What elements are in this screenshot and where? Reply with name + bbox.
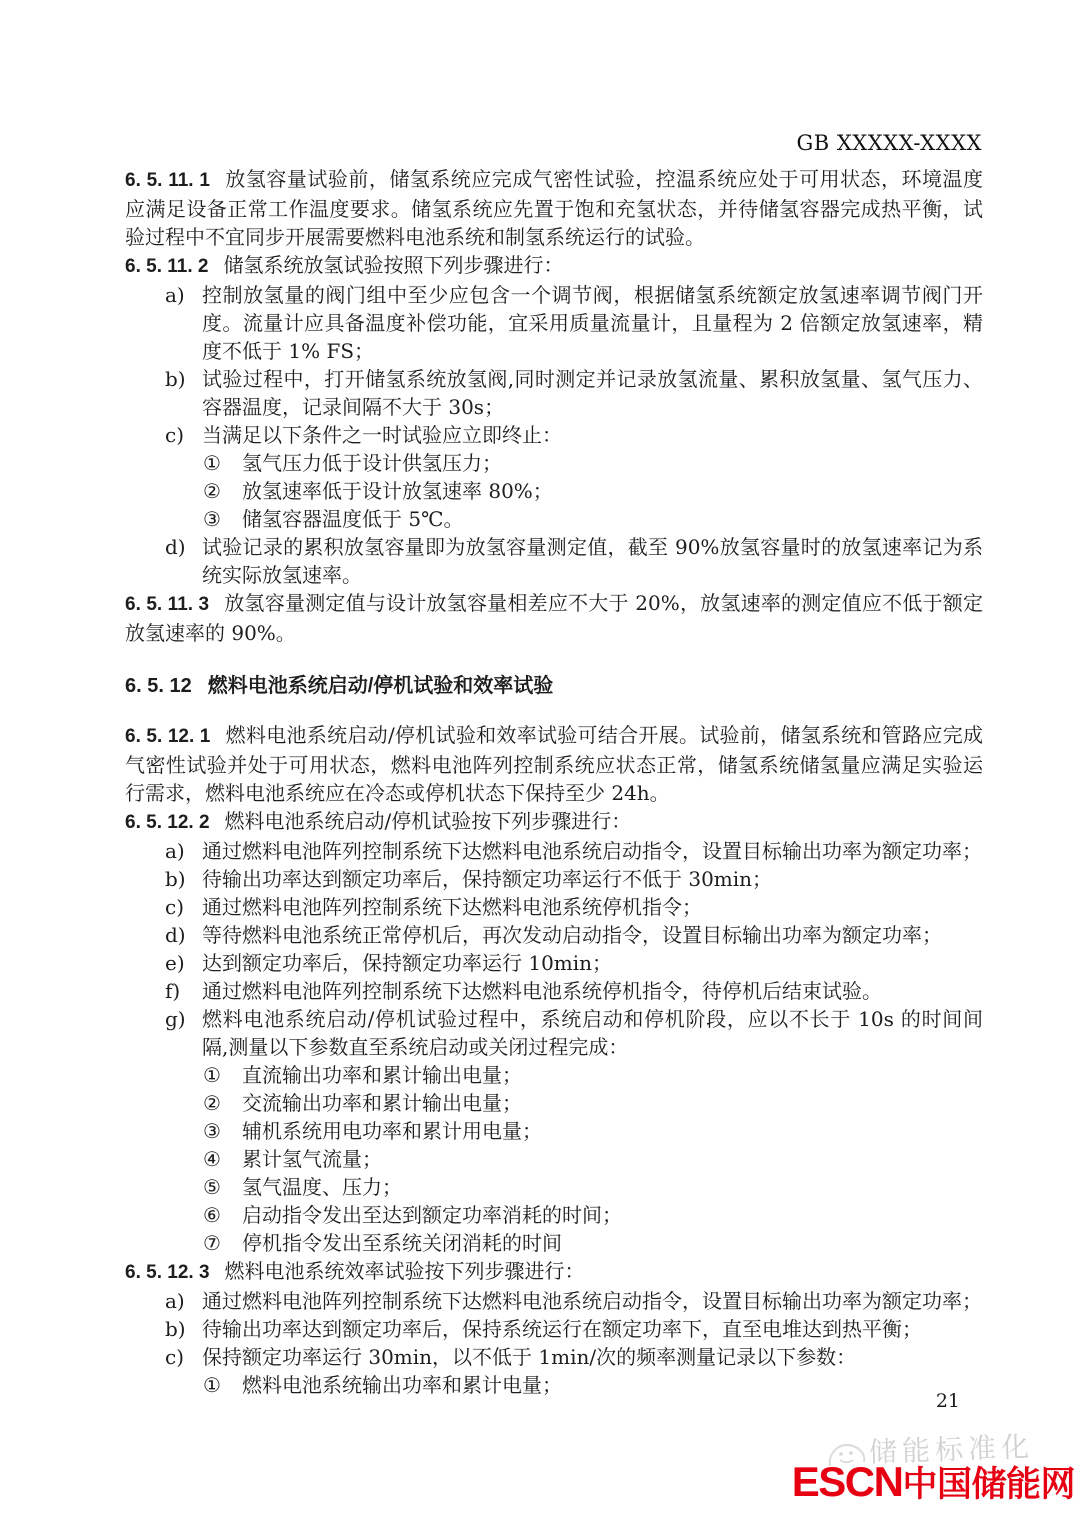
list-item-label: c) — [165, 1345, 185, 1369]
doc-code: GB XXXXX-XXXX — [796, 131, 982, 155]
clause-text: 放氢容量试验前，储氢系统应完成气密性试验，控温系统应处于可用状态，环境温度应满足设备正常工作温度要求。储氢系统应先置于饱和充氢状态，并待储氢容器完成热平衡，试验过程中不宜同步开展需要燃料电池系统和制氢系统运行的试验。 — [125, 167, 984, 249]
list-item-text: 通过燃料电池阵列控制系统下达燃料电池系统启动指令，设置目标输出功率为额定功率； — [202, 839, 982, 863]
sub-item-1 — [125, 449, 983, 477]
list-item-b — [125, 865, 983, 893]
clause-6-5-12-3 — [125, 1257, 983, 1287]
list-item-text: 通过燃料电池阵列控制系统下达燃料电池系统停机指令； — [202, 895, 702, 919]
sub-item-5 — [125, 1173, 983, 1201]
sub-item-label: ③ — [203, 1119, 221, 1143]
clause-6-5-11-3 — [125, 589, 983, 647]
document-body — [125, 165, 983, 1399]
clause-number: 6. 5. 11. 3 — [125, 594, 210, 615]
heading-number: 6. 5. 12 — [125, 675, 192, 697]
list-item-d — [125, 533, 983, 589]
clause-text: 放氢容量测定值与设计放氢容量相差应不大于 20%，放氢速率的测定值应不低于额定放氢速率的 90%。 — [125, 591, 983, 645]
list-item-label: a) — [165, 1289, 185, 1313]
sub-item-text: 氢气温度、压力； — [242, 1175, 402, 1199]
sub-item-label: ④ — [203, 1147, 221, 1171]
list-item-text: 当满足以下条件之一时试验应立即终止： — [202, 423, 562, 447]
clause-number: 6. 5. 12. 2 — [125, 812, 210, 833]
list-item-label: d) — [165, 923, 186, 947]
sub-item-text: 辅机系统用电功率和累计用电量； — [242, 1119, 542, 1143]
clause-text: 燃料电池系统启动/停机试验和效率试验可结合开展。试验前，储氢系统和管路应完成气密性试验并处于可用状态，燃料电池阵列控制系统应状态正常，储氢系统储氢量应满足实验运行需求，燃料电池系统应在冷态或停机状态下保持至少 24h。 — [125, 723, 983, 805]
list-item-b — [125, 365, 983, 421]
clause-6-5-12-2 — [125, 807, 983, 837]
escn-logo-en: ESCN — [791, 1458, 903, 1505]
clause-6-5-11-2 — [125, 251, 983, 281]
list-item-label: b) — [165, 867, 186, 891]
sub-item-label: ① — [203, 1373, 221, 1397]
sub-item-text: 启动指令发出至达到额定功率消耗的时间； — [242, 1203, 622, 1227]
sub-item-label: ① — [203, 1063, 221, 1087]
list-item-a — [125, 281, 983, 365]
list-item-text: 保持额定功率运行 30min，以不低于 1min/次的频率测量记录以下参数： — [202, 1345, 857, 1369]
sub-item-3 — [125, 1117, 983, 1145]
sub-item-2 — [125, 477, 983, 505]
page-header — [125, 131, 982, 155]
sub-item-label: ② — [203, 479, 221, 503]
sub-item-label: ③ — [203, 507, 221, 531]
list-item-text: 试验过程中，打开储氢系统放氢阀,同时测定并记录放氢流量、累积放氢量、氢气压力、容器温度，记录间隔不大于 30s； — [202, 367, 983, 419]
list-item-a — [125, 837, 983, 865]
sub-item-text: 放氢速率低于设计放氢速率 80%； — [242, 479, 553, 503]
clause-number: 6. 5. 12. 1 — [125, 726, 211, 747]
clause-6-5-12-1 — [125, 721, 983, 807]
sub-item-7 — [125, 1229, 983, 1257]
sub-item-label: ① — [203, 451, 221, 475]
list-item-text: 待输出功率达到额定功率后，保持额定功率运行不低于 30min； — [202, 867, 773, 891]
list-item-text: 试验记录的累积放氢容量即为放氢容量测定值，截至 90%放氢容量时的放氢速率记为系统实际放氢速率。 — [202, 535, 983, 587]
sub-item-text: 储氢容器温度低于 5℃。 — [242, 507, 464, 531]
clause-text: 燃料电池系统效率试验按下列步骤进行： — [224, 1259, 585, 1283]
list-item-label: b) — [165, 367, 186, 391]
clause-number: 6. 5. 11. 2 — [125, 256, 209, 277]
list-item-d — [125, 921, 983, 949]
section-heading-6-5-12 — [125, 672, 983, 700]
clause-6-5-11-1 — [125, 165, 983, 251]
sub-item-text: 燃料电池系统输出功率和累计电量； — [242, 1373, 562, 1397]
list-item-text: 待输出功率达到额定功率后，保持系统运行在额定功率下，直至电堆达到热平衡； — [202, 1317, 922, 1341]
list-item-text: 通过燃料电池阵列控制系统下达燃料电池系统启动指令，设置目标输出功率为额定功率； — [202, 1289, 982, 1313]
list-item-text: 控制放氢量的阀门组中至少应包含一个调节阀，根据储氢系统额定放氢速率调节阀门开度。流量计应具备温度补偿功能，宜采用质量流量计，且量程为 2 倍额定放氢速率，精度不低于 1% FS； — [202, 283, 983, 363]
sub-item-1 — [125, 1061, 983, 1089]
list-item-label: f) — [165, 979, 181, 1003]
list-item-label: e) — [165, 951, 185, 975]
list-item-text: 燃料电池系统启动/停机试验过程中，系统启动和停机阶段，应以不长于 10s 的时间间隔,测量以下参数直至系统启动或关闭过程完成： — [202, 1007, 983, 1059]
list-item-label: a) — [165, 283, 185, 307]
sub-item-label: ⑤ — [203, 1175, 221, 1199]
sub-item-label: ⑦ — [203, 1231, 221, 1255]
list-item-b — [125, 1315, 983, 1343]
list-item-f — [125, 977, 983, 1005]
list-item-c — [125, 421, 983, 449]
clause-text: 储氢系统放氢试验按照下列步骤进行： — [223, 253, 564, 277]
sub-item-6 — [125, 1201, 983, 1229]
list-item-label: b) — [165, 1317, 186, 1341]
sub-item-text: 累计氢气流量； — [242, 1147, 382, 1171]
escn-logo-cn: 中国储能网 — [902, 1465, 1075, 1504]
escn-logo — [792, 1457, 1075, 1507]
list-item-e — [125, 949, 983, 977]
sub-item-1 — [125, 1371, 983, 1399]
sub-item-label: ② — [203, 1091, 221, 1115]
sub-item-text: 直流输出功率和累计输出电量； — [242, 1063, 522, 1087]
page-number: 21 — [935, 1390, 960, 1412]
list-item-g — [125, 1005, 983, 1061]
clause-text: 燃料电池系统启动/停机试验按下列步骤进行： — [224, 809, 632, 833]
sub-item-text: 停机指令发出至系统关闭消耗的时间 — [242, 1231, 562, 1255]
sub-item-2 — [125, 1089, 983, 1117]
list-item-c — [125, 1343, 983, 1371]
list-item-text: 通过燃料电池阵列控制系统下达燃料电池系统停机指令，待停机后结束试验。 — [202, 979, 882, 1003]
list-item-label: c) — [165, 423, 185, 447]
sub-item-text: 交流输出功率和累计输出电量； — [242, 1091, 522, 1115]
sub-item-label: ⑥ — [203, 1203, 221, 1227]
list-item-text: 达到额定功率后，保持额定功率运行 10min； — [202, 951, 613, 975]
list-item-label: g) — [165, 1007, 186, 1031]
sub-item-4 — [125, 1145, 983, 1173]
sub-item-text: 氢气压力低于设计供氢压力； — [242, 451, 502, 475]
sub-item-3 — [125, 505, 983, 533]
list-item-label: d) — [165, 535, 186, 559]
heading-text: 燃料电池系统启动/停机试验和效率试验 — [207, 675, 554, 697]
list-item-label: c) — [165, 895, 185, 919]
watermark-text: 储能标准化 — [868, 1430, 1035, 1469]
list-item-a — [125, 1287, 983, 1315]
list-item-text: 等待燃料电池系统正常停机后，再次发动启动指令，设置目标输出功率为额定功率； — [202, 923, 942, 947]
list-item-c — [125, 893, 983, 921]
list-item-label: a) — [165, 839, 185, 863]
clause-number: 6. 5. 12. 3 — [125, 1262, 210, 1283]
clause-number: 6. 5. 11. 1 — [125, 170, 210, 191]
